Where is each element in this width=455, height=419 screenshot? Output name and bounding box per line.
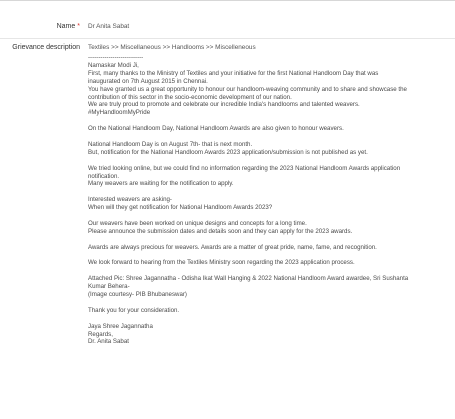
grievance-line: But, notification for the National Handloom Awards 2023 application/submission is not published as yet. (88, 148, 368, 156)
name-label: Name * (56, 23, 80, 30)
grievance-line: Our weavers have been worked on unique designs and concepts for a long time. (88, 219, 307, 227)
grievance-line: (Image courtesy- PIB Bhubaneswar) (88, 291, 187, 299)
blank-line (88, 117, 448, 125)
grievance-line: You have granted us a great opportunity to honour our handloom-weaving community and to share and showcase the (88, 85, 407, 93)
grievance-line: contribution of this sector in the socio-economic development of our nation. (88, 93, 292, 101)
grievance-line: We tried looking online, but we could find no information regarding the 2023 National Handloom Awards application (88, 164, 401, 172)
grievance-line: National Handloom Day is on August 7th- that is next month. (88, 140, 253, 148)
blank-line (88, 315, 448, 323)
grievance-line: Jaya Shree Jagannatha (88, 322, 153, 330)
grievance-line: Many weavers are waiting for the notification to apply. (88, 180, 234, 188)
grievance-line: #MyHandloomMyPride (88, 109, 151, 117)
grievance-line: Regards, (88, 330, 113, 338)
grievance-line: On the National Handloom Day, National Handloom Awards are also given to honour weavers. (88, 125, 344, 133)
grievance-description-text (88, 54, 448, 346)
blank-line (88, 212, 448, 220)
grievance-line: inaugurated on 7th August 2015 in Chennai. (88, 77, 208, 85)
required-mark: * (77, 23, 80, 30)
grievance-line: Please announce the submission dates and details soon and they can apply for the 2023 awards. (88, 227, 353, 235)
grievance-category-path: Textiles >> Miscellaneous >> Handlooms >> Miscelleneous (88, 44, 256, 51)
blank-line (88, 236, 448, 244)
grievance-line: Thank you for your consideration. (88, 306, 180, 314)
grievance-line: Attached Pic: Shree Jagannatha - Odisha Ikat Wall Hanging & 2022 National Handloom Award awardee, Sri Sushanta (88, 275, 409, 283)
grievance-line: notification. (88, 172, 120, 180)
grievance-line: We are truly proud to promote and celebrate our incredible India's handlooms and talented weavers. (88, 101, 360, 109)
grievance-label: Grievance description (12, 44, 80, 51)
grievance-line: Namaskar Modi Ji, (88, 61, 139, 69)
blank-line (88, 188, 448, 196)
name-value: Dr Anita Sabat (88, 23, 130, 30)
blank-line (88, 267, 448, 275)
grievance-line: --------------------------- (88, 54, 144, 61)
grievance-line: First, many thanks to the Ministry of Textiles and your initiative for the first National Handloom Day that was (88, 69, 379, 77)
blank-line (88, 299, 448, 307)
grievance-line: We look forward to hearing from the Textiles Ministry soon regarding the 2023 application process. (88, 259, 355, 267)
row-divider (0, 38, 455, 39)
blank-line (88, 133, 448, 141)
blank-line (88, 157, 448, 165)
grievance-line: Awards are always precious for weavers. Awards are a matter of great pride, name, fame, and recognition. (88, 243, 377, 251)
grievance-line: Dr. Anita Sabat (88, 338, 129, 346)
grievance-line: When will they get notification for National Handloom Awards 2023? (88, 204, 273, 212)
blank-line (88, 252, 448, 260)
grievance-line: Kumar Behera- (88, 283, 130, 291)
grievance-line: Interested weavers are asking- (88, 196, 172, 204)
